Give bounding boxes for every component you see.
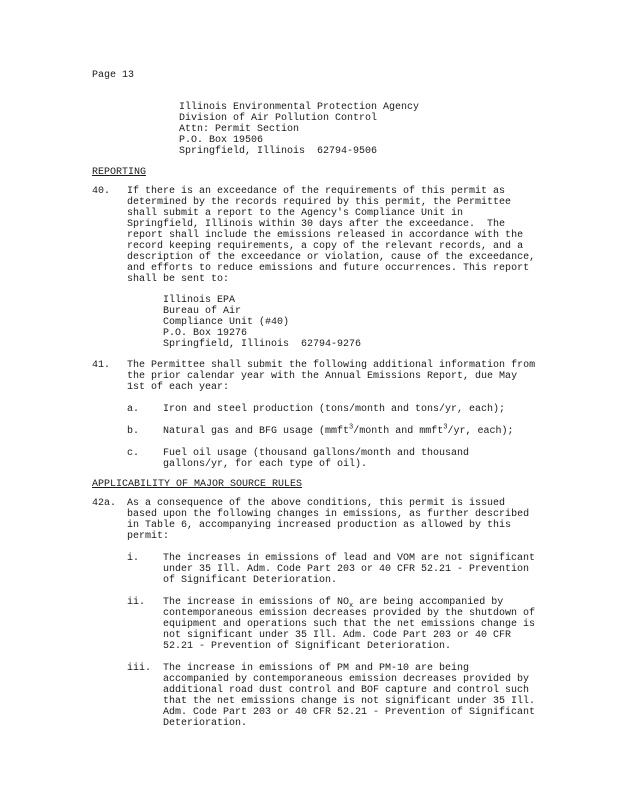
address-line: P.O. Box 19506: [179, 135, 264, 146]
item-label: c.: [127, 448, 140, 459]
paragraph-line: based upon the following changes in emissions, as further described: [127, 509, 530, 520]
address-line: Illinois EPA: [163, 295, 236, 306]
paragraph-line: record keeping requirements, a copy of the relevant records, and a: [127, 241, 524, 252]
address-line: P.O. Box 19276: [163, 328, 248, 339]
paragraph-line: As a consequence of the above conditions, this permit is issued: [127, 498, 506, 509]
item-label: iii.: [127, 663, 152, 674]
page-number: Page 13: [92, 70, 135, 81]
item-line: contemporaneous emission decreases provided by the shutdown of: [163, 608, 536, 619]
address-line: Bureau of Air: [163, 306, 242, 317]
paragraph-line: determined by the records required by this permit, the Permittee: [127, 197, 512, 208]
item-line: Adm. Code Part 203 or 40 CFR 52.21 - Prevention of Significant: [163, 707, 536, 718]
section-heading-applicability: APPLICABILITY OF MAJOR SOURCE RULES: [92, 479, 303, 490]
item-label: ii.: [127, 597, 146, 608]
item-line: additional road dust control and BOF capture and control such: [163, 685, 530, 696]
address-line: Springfield, Illinois 62794-9506: [179, 146, 378, 157]
section-heading-reporting: REPORTING: [92, 167, 147, 178]
item-line: The increases in emissions of lead and VOM are not significant: [163, 553, 536, 564]
item-line: Deterioration.: [163, 718, 248, 729]
item-label: b.: [127, 426, 140, 437]
paragraph-line: shall submit a report to the Agency's Compliance Unit in: [127, 208, 464, 219]
item-label: a.: [127, 404, 140, 415]
item-line: The increase in emissions of $NO_x$ are being accompanied by: [163, 597, 504, 610]
item-line: gallons/yr, for each type of oil).: [163, 459, 368, 470]
paragraph-line: If there is an exceedance of the requirements of this permit as: [127, 186, 506, 197]
item-label: i.: [127, 553, 140, 564]
paragraph-line: 1st of each year:: [127, 382, 230, 393]
item-line: under 35 Ill. Adm. Code Part 203 or 40 CFR 52.21 - Prevention: [163, 564, 530, 575]
item-line: The increase in emissions of PM and PM-10 are being: [163, 663, 470, 674]
paragraph-line: permit:: [127, 531, 170, 542]
address-line: Springfield, Illinois 62794-9276: [163, 339, 362, 350]
paragraph-line: report shall include the emissions released in accordance with the: [127, 230, 524, 241]
paragraph-line: in Table 6, accompanying increased production as allowed by this: [127, 520, 512, 531]
item-line: of Significant Deterioration.: [163, 575, 338, 586]
item-line: accompanied by contemporaneous emission decreases provided by: [163, 674, 530, 685]
condition-number: 42a.: [92, 498, 117, 509]
item-line: equipment and operations such that the net emissions change is: [163, 619, 536, 630]
paragraph-line: The Permittee shall submit the following additional information from: [127, 360, 536, 371]
address-line: Illinois Environmental Protection Agency: [179, 102, 420, 113]
item-line: not significant under 35 Ill. Adm. Code Part 203 or 40 CFR: [163, 630, 512, 641]
item-line: that the net emissions change is not significant under 35 Ill.: [163, 696, 536, 707]
item-line: Natural gas and BFG usage (mmft$^3$/month and mmft$^3$/yr, each);: [163, 423, 514, 437]
address-line: Division of Air Pollution Control: [179, 113, 378, 124]
item-line: 52.21 - Prevention of Significant Deterioration.: [163, 641, 452, 652]
paragraph-line: shall be sent to:: [127, 274, 230, 285]
address-line: Compliance Unit (#40): [163, 317, 290, 328]
paragraph-line: and efforts to reduce emissions and future occurrences. This report: [127, 263, 530, 274]
condition-number: 40.: [92, 186, 111, 197]
condition-number: 41.: [92, 360, 111, 371]
paragraph-line: description of the exceedance or violation, cause of the exceedance,: [127, 252, 536, 263]
paragraph-line: the prior calendar year with the Annual Emissions Report, due May: [127, 371, 518, 382]
paragraph-line: Springfield, Illinois within 30 days after the exceedance. The: [127, 219, 506, 230]
item-line: Fuel oil usage (thousand gallons/month and thousand: [163, 448, 470, 459]
item-line: Iron and steel production (tons/month and tons/yr, each);: [163, 404, 506, 415]
address-line: Attn: Permit Section: [179, 124, 300, 135]
